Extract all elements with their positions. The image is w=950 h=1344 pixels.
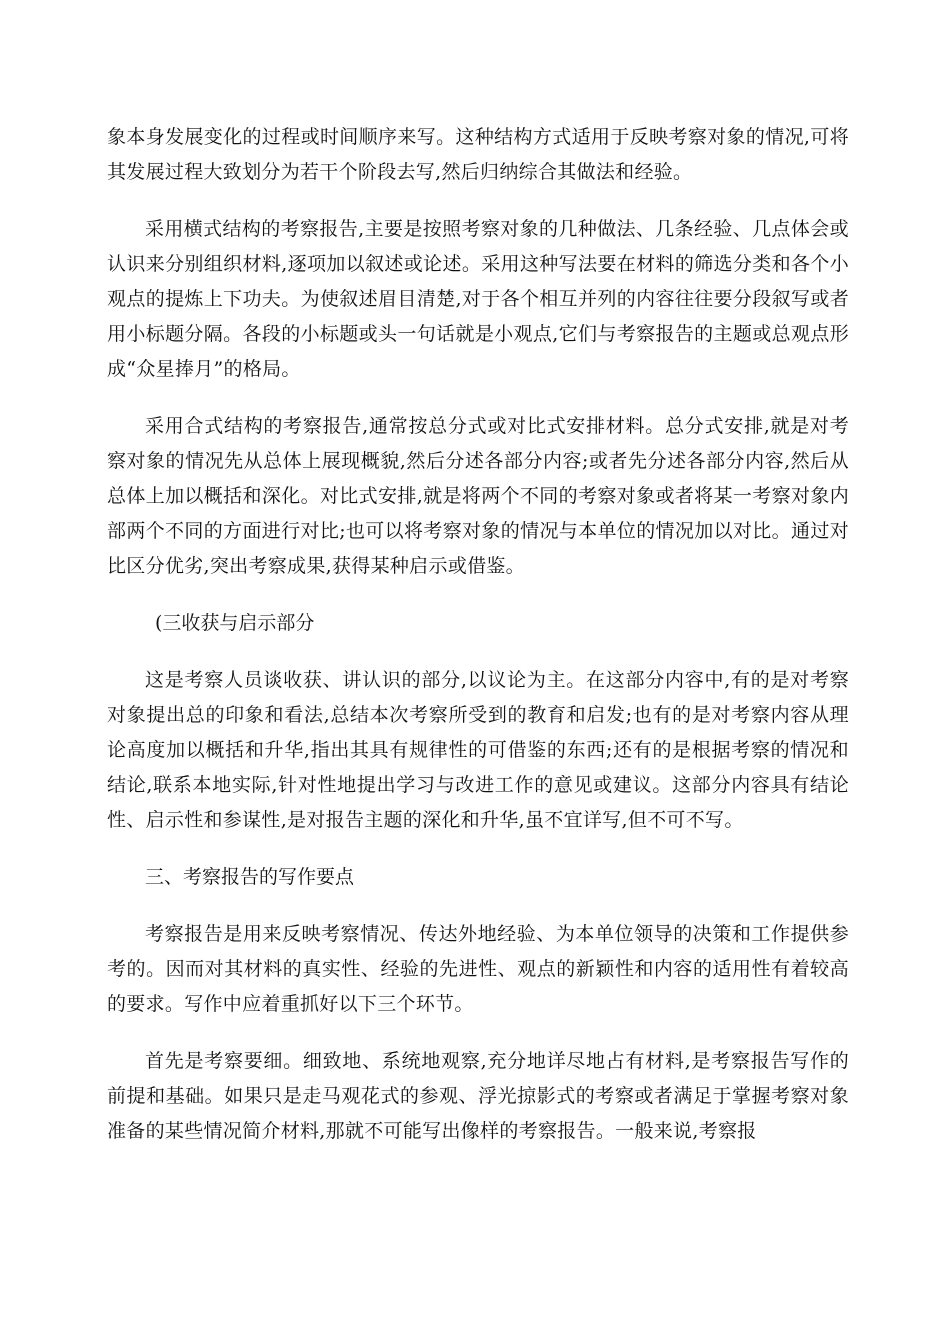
paragraph-structure-sequence: 象本身发展变化的过程或时间顺序来写。这种结构方式适用于反映考察对象的情况,可将其发展过程大致划分为若干个阶段去写,然后归纳综合其做法和经验。 (107, 126, 849, 183)
paragraph-detailed-inspection: 首先是考察要细。细致地、系统地观察,充分地详尽地占有材料,是考察报告写作的前提和基础。如果只是走马观花式的参观、浮光掠影式的考察或者满足于掌握考察对象准备的某些情况简介材料,那就不可能写出像样的考察报告。一般来说,考察报 (107, 1050, 849, 1142)
paragraph-report-purpose: 考察报告是用来反映考察情况、传达外地经验、为本单位领导的决策和工作提供参考的。因而对其材料的真实性、经验的先进性、观点的新颖性和内容的适用性有着较高的要求。写作中应着重抓好以下三个环节。 (107, 923, 849, 1015)
document-page (107, 120, 849, 1171)
paragraph-combined-structure: 采用合式结构的考察报告,通常按总分式或对比式安排材料。总分式安排,就是对考察对象的情况先从总体上展现概貌,然后分述各部分内容;或者先分述各部分内容,然后从总体上加以概括和深化。对比式安排,就是将两个不同的考察对象或者将某一考察对象内部两个不同的方面进行对比;也可以将考察对象的情况与本单位的情况加以对比。通过对比区分优劣,突出考察成果,获得某种启示或借鉴。 (107, 415, 849, 577)
paragraph-horizontal-structure: 采用横式结构的考察报告,主要是按照考察对象的几种做法、几条经验、几点体会或认识来分别组织材料,逐项加以叙述或论述。采用这种写法要在材料的筛选分类和各个小观点的提炼上下功夫。为使叙述眉目清楚,对于各个相互并列的内容往往要分段叙写或者用小标题分隔。各段的小标题或头一句话就是小观点,它们与考察报告的主题或总观点形成“众星捧月”的格局。 (107, 218, 849, 380)
section-heading-gains: (三收获与启示部分 (155, 612, 315, 634)
paragraph-gains-description: 这是考察人员谈收获、讲认识的部分,以议论为主。在这部分内容中,有的是对考察对象提出总的印象和看法,总结本次考察所受到的教育和启发;也有的是对考察内容从理论高度加以概括和升华,指出其具有规律性的可借鉴的东西;还有的是根据考察的情况和结论,联系本地实际,针对性地提出学习与改进工作的意见或建议。这部分内容具有结论性、启示性和参谋性,是对报告主题的深化和升华,虽不宜详写,但不可不写。 (107, 669, 849, 831)
section-heading-writing-points: 三、考察报告的写作要点 (145, 866, 355, 888)
